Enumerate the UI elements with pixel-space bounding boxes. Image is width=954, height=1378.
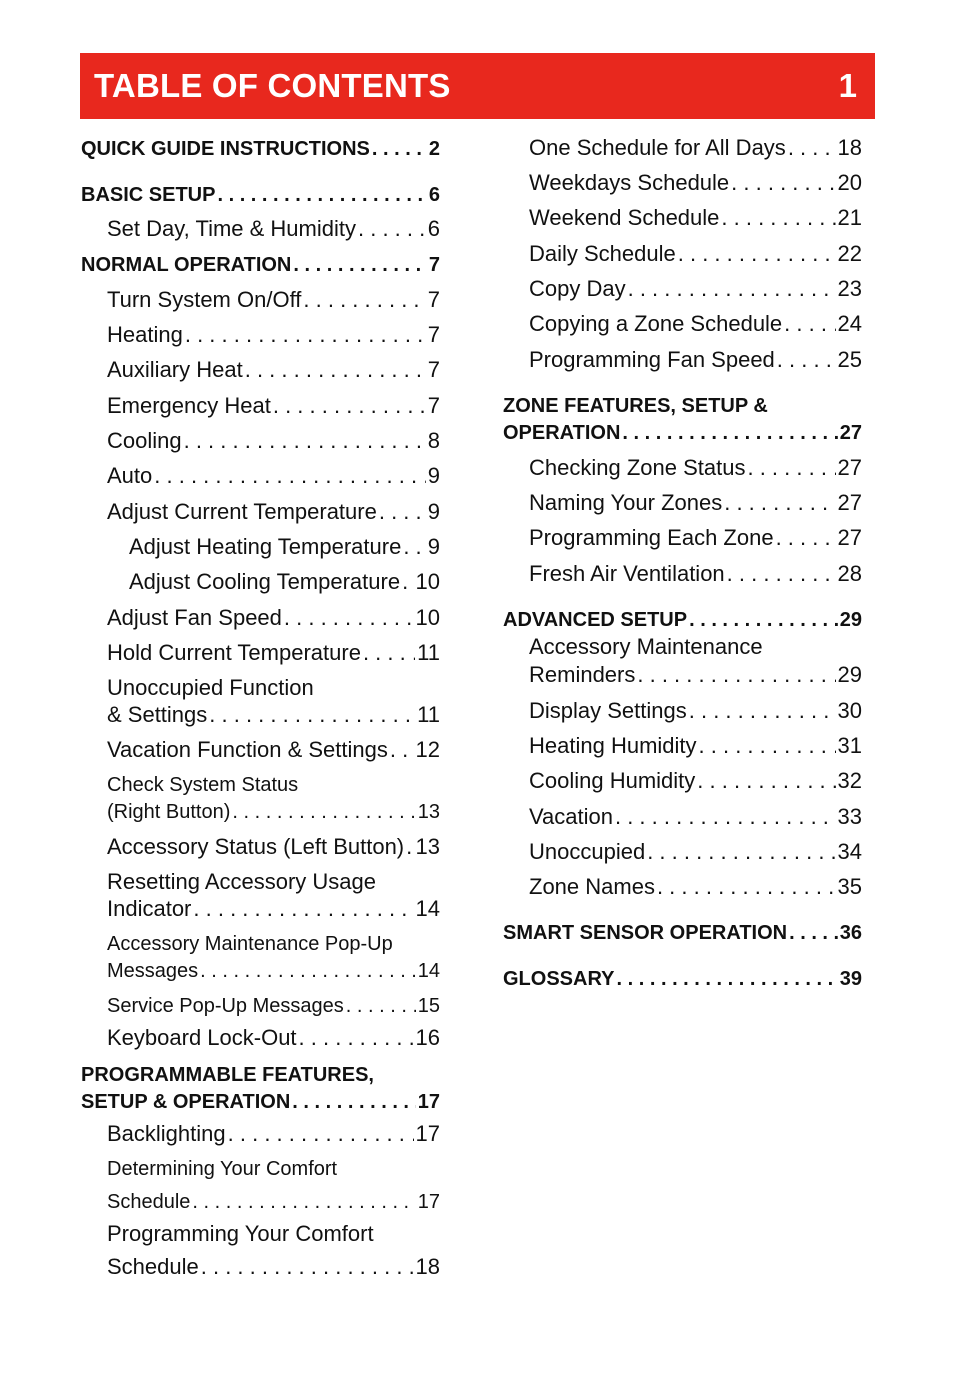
- leader-dots: [699, 733, 836, 759]
- toc-page-ref: 33: [837, 804, 862, 829]
- toc-page-ref: 32: [837, 768, 862, 793]
- leader-dots: [185, 322, 426, 348]
- toc-entry-determining-line1: Determining Your Comfort: [107, 1158, 338, 1180]
- page-number: 1: [838, 67, 857, 104]
- toc-page-ref: 36: [839, 922, 862, 944]
- leader-dots: [273, 393, 426, 419]
- leader-dots: [363, 640, 415, 666]
- toc-entry-programming[interactable]: Schedule . . . 18: [107, 1254, 440, 1280]
- toc-page-ref: 23: [837, 276, 862, 301]
- leader-dots: [637, 662, 835, 688]
- toc-page-ref: 15: [417, 995, 440, 1017]
- leader-dots: [697, 768, 835, 794]
- leader-dots: [209, 702, 415, 728]
- leader-dots: [776, 525, 836, 551]
- toc-entry-accessory-popup[interactable]: Messages . . . 14: [107, 958, 440, 984]
- toc-page-ref: 7: [427, 357, 440, 382]
- toc-page-ref: 27: [839, 422, 862, 444]
- toc-entry-checking-zone[interactable]: Checking Zone Status . . . 27: [529, 455, 862, 481]
- toc-page-ref: 17: [417, 1091, 440, 1113]
- toc-page-ref: 20: [837, 170, 862, 195]
- toc-page-ref: 25: [837, 347, 862, 372]
- toc-page-ref: 11: [417, 640, 440, 665]
- toc-page-ref: 22: [837, 241, 862, 266]
- leader-dots: [615, 804, 836, 830]
- leader-dots: [217, 182, 426, 208]
- toc-entry-heating-humidity[interactable]: Heating Humidity . . . 31: [529, 733, 862, 759]
- toc-entry-auto[interactable]: Auto . . . 9: [107, 463, 440, 489]
- leader-dots: [788, 135, 836, 161]
- toc-header: [80, 53, 875, 119]
- toc-page-ref: 29: [839, 609, 862, 631]
- toc-entry-glossary[interactable]: GLOSSARY . . . 39: [503, 966, 862, 992]
- leader-dots: [346, 993, 416, 1019]
- leader-dots: [201, 1254, 414, 1280]
- toc-entry-service-popup[interactable]: Service Pop-Up Messages . . . 15: [107, 993, 440, 1019]
- page-title: TABLE OF CONTENTS: [94, 67, 451, 104]
- toc-entry-unoccupied-right[interactable]: Unoccupied . . . 34: [529, 839, 862, 865]
- toc-entry-keyboard-lockout[interactable]: Keyboard Lock-Out . . . 16: [107, 1025, 440, 1051]
- toc-entry-adjust-fan-speed[interactable]: Adjust Fan Speed . . . 10: [107, 605, 440, 631]
- toc-entry-fresh-air[interactable]: Fresh Air Ventilation . . . 28: [529, 561, 862, 587]
- toc-page-ref: 7: [427, 393, 440, 418]
- leader-dots: [293, 252, 427, 278]
- toc-entry-display-settings[interactable]: Display Settings . . . 30: [529, 698, 862, 724]
- leader-dots: [647, 839, 835, 865]
- leader-dots: [245, 357, 426, 383]
- toc-entry-vacation[interactable]: Vacation Function & Settings . . . 12: [107, 737, 440, 763]
- toc-page-ref: 9: [427, 499, 440, 524]
- leader-dots: [192, 1189, 415, 1215]
- leader-dots: [784, 311, 835, 337]
- toc-page-ref: 31: [837, 733, 862, 758]
- toc-entry-unoccupied[interactable]: & Settings . . . 11: [107, 702, 440, 728]
- toc-entry-programmable[interactable]: SETUP & OPERATION . . . 17: [81, 1089, 440, 1115]
- toc-entry-programming-each[interactable]: Programming Each Zone . . . 27: [529, 525, 862, 551]
- toc-page-ref: 9: [427, 534, 440, 559]
- toc-entry-determining[interactable]: Schedule . . . 17: [107, 1189, 440, 1215]
- leader-dots: [721, 205, 835, 231]
- toc-entry-accessory-reminders-line1: Accessory Maintenance: [529, 634, 763, 659]
- toc-entry-weekend[interactable]: Weekend Schedule . . . 21: [529, 205, 862, 231]
- toc-page-ref: 9: [427, 463, 440, 488]
- toc-entry-programmable-line1: PROGRAMMABLE FEATURES,: [81, 1064, 374, 1086]
- toc-entry-adjust-current-temp[interactable]: Adjust Current Temperature . . . 9: [107, 499, 440, 525]
- toc-page-ref: 17: [415, 1121, 440, 1146]
- toc-entry-emergency-heat[interactable]: Emergency Heat . . . 7: [107, 393, 440, 419]
- toc-page-ref: 18: [415, 1254, 440, 1279]
- toc-entry-turn-system[interactable]: Turn System On/Off . . . 7: [107, 287, 440, 313]
- toc-entry-accessory-status[interactable]: Accessory Status (Left Button) . . . 13: [107, 834, 440, 860]
- toc-entry-adjust-heating-temp[interactable]: Adjust Heating Temperature . . . 9: [129, 534, 440, 560]
- toc-entry-quick-guide[interactable]: QUICK GUIDE INSTRUCTIONS . . . 2: [81, 136, 440, 162]
- toc-page-ref: 2: [428, 138, 440, 160]
- leader-dots: [379, 499, 426, 525]
- toc-page-ref: 12: [415, 737, 440, 762]
- leader-dots: [628, 276, 836, 302]
- toc-entry-one-schedule[interactable]: One Schedule for All Days . . . 18: [529, 135, 862, 161]
- leader-dots: [193, 896, 413, 922]
- leader-dots: [390, 737, 414, 763]
- leader-dots: [789, 920, 838, 946]
- leader-dots: [777, 347, 836, 373]
- leader-dots: [228, 1121, 414, 1147]
- toc-entry-check-system[interactable]: (Right Button) . . . 13: [107, 799, 440, 825]
- toc-page-ref: 7: [428, 254, 440, 276]
- toc-page-ref: 10: [415, 605, 440, 630]
- toc-entry-weekdays[interactable]: Weekdays Schedule . . . 20: [529, 170, 862, 196]
- toc-page-ref: 29: [837, 662, 862, 687]
- toc-page-ref: 27: [837, 455, 862, 480]
- toc-page-ref: 11: [417, 702, 440, 727]
- leader-dots: [284, 605, 414, 631]
- toc-page-ref: 14: [417, 960, 440, 982]
- toc-page-ref: 14: [415, 896, 440, 921]
- leader-dots: [403, 534, 425, 560]
- toc-page-ref: 7: [427, 287, 440, 312]
- toc-entry-basic-setup[interactable]: BASIC SETUP . . . 6: [81, 182, 440, 208]
- leader-dots: [622, 420, 837, 446]
- toc-page-ref: 24: [837, 311, 862, 336]
- toc-entry-naming-zones[interactable]: Naming Your Zones . . . 27: [529, 490, 862, 516]
- toc-entry-check-system-line1: Check System Status: [107, 774, 299, 796]
- toc-page-ref: 7: [427, 322, 440, 347]
- toc-entry-backlighting[interactable]: Backlighting . . . 17: [107, 1121, 440, 1147]
- toc-entry-copy-day[interactable]: Copy Day . . . 23: [529, 276, 862, 302]
- toc-page-ref: 18: [837, 135, 862, 160]
- leader-dots: [406, 834, 413, 860]
- leader-dots: [292, 1089, 415, 1115]
- toc-page-ref: 28: [837, 561, 862, 586]
- toc-page-ref: 34: [837, 839, 862, 864]
- toc-page-ref: 8: [427, 428, 440, 453]
- leader-dots: [731, 170, 835, 196]
- leader-dots: [657, 874, 836, 900]
- toc-page-ref: 13: [415, 834, 440, 859]
- toc-page-ref: 17: [417, 1191, 440, 1213]
- toc-page-ref: 21: [837, 205, 862, 230]
- leader-dots: [299, 1025, 414, 1051]
- toc-entry-auxiliary-heat[interactable]: Auxiliary Heat . . . 7: [107, 357, 440, 383]
- toc-entry-accessory-reminders[interactable]: Reminders . . . 29: [529, 662, 862, 688]
- toc-entry-vacation-right[interactable]: Vacation . . . 33: [529, 804, 862, 830]
- toc-entry-copying-zone[interactable]: Copying a Zone Schedule . . . 24: [529, 311, 862, 337]
- leader-dots: [402, 569, 413, 595]
- toc-entry-resetting-line1: Resetting Accessory Usage: [107, 869, 377, 894]
- toc-page-ref: 6: [427, 216, 440, 241]
- toc-page-ref: 16: [415, 1025, 440, 1050]
- toc-entry-smart-sensor[interactable]: SMART SENSOR OPERATION . . . 36: [503, 920, 862, 946]
- toc-entry-unoccupied-line1: Unoccupied Function: [107, 675, 314, 700]
- leader-dots: [358, 216, 426, 242]
- leader-dots: [372, 136, 427, 162]
- toc-entry-resetting[interactable]: Indicator . . . 14: [107, 896, 440, 922]
- leader-dots: [154, 463, 425, 489]
- toc-entry-accessory-popup-line1: Accessory Maintenance Pop-Up: [107, 933, 393, 955]
- toc-entry-hold-current-temp[interactable]: Hold Current Temperature . . . 11: [107, 640, 440, 666]
- toc-entry-cooling[interactable]: Cooling . . . 8: [107, 428, 440, 454]
- leader-dots: [232, 799, 415, 825]
- toc-page-ref: 30: [837, 698, 862, 723]
- toc-entry-zone-features[interactable]: OPERATION . . . 27: [503, 420, 862, 446]
- toc-entry-advanced-setup[interactable]: ADVANCED SETUP . . . 29: [503, 607, 862, 633]
- toc-entry-adjust-cooling-temp[interactable]: Adjust Cooling Temperature . . . 10: [129, 569, 440, 595]
- toc-page-ref: 27: [837, 525, 862, 550]
- toc-entry-zone-features-line1: ZONE FEATURES, SETUP &: [503, 395, 768, 417]
- toc-entry-programming-fan[interactable]: Programming Fan Speed . . . 25: [529, 347, 862, 373]
- leader-dots: [689, 607, 838, 633]
- toc-entry-programming-line1: Programming Your Comfort: [107, 1221, 374, 1246]
- leader-dots: [678, 241, 836, 267]
- toc-entry-normal-operation[interactable]: NORMAL OPERATION . . . 7: [81, 252, 440, 278]
- leader-dots: [200, 958, 416, 984]
- leader-dots: [184, 428, 426, 454]
- leader-dots: [747, 455, 835, 481]
- leader-dots: [303, 287, 425, 313]
- toc-entry-zone-names[interactable]: Zone Names . . . 35: [529, 874, 862, 900]
- toc-entry-cooling-humidity[interactable]: Cooling Humidity . . . 32: [529, 768, 862, 794]
- leader-dots: [617, 966, 838, 992]
- toc-entry-daily[interactable]: Daily Schedule . . . 22: [529, 241, 862, 267]
- leader-dots: [727, 561, 836, 587]
- toc-page-ref: 10: [415, 569, 440, 594]
- toc-entry-heating[interactable]: Heating . . . 7: [107, 322, 440, 348]
- toc-page-ref: 35: [837, 874, 862, 899]
- leader-dots: [724, 490, 835, 516]
- toc-page-ref: 39: [839, 968, 862, 990]
- toc-page-ref: 6: [428, 184, 440, 206]
- leader-dots: [689, 698, 836, 724]
- toc-page-ref: 27: [837, 490, 862, 515]
- toc-entry-set-day[interactable]: Set Day, Time & Humidity . . . 6: [107, 216, 440, 242]
- toc-page-ref: 13: [417, 801, 440, 823]
